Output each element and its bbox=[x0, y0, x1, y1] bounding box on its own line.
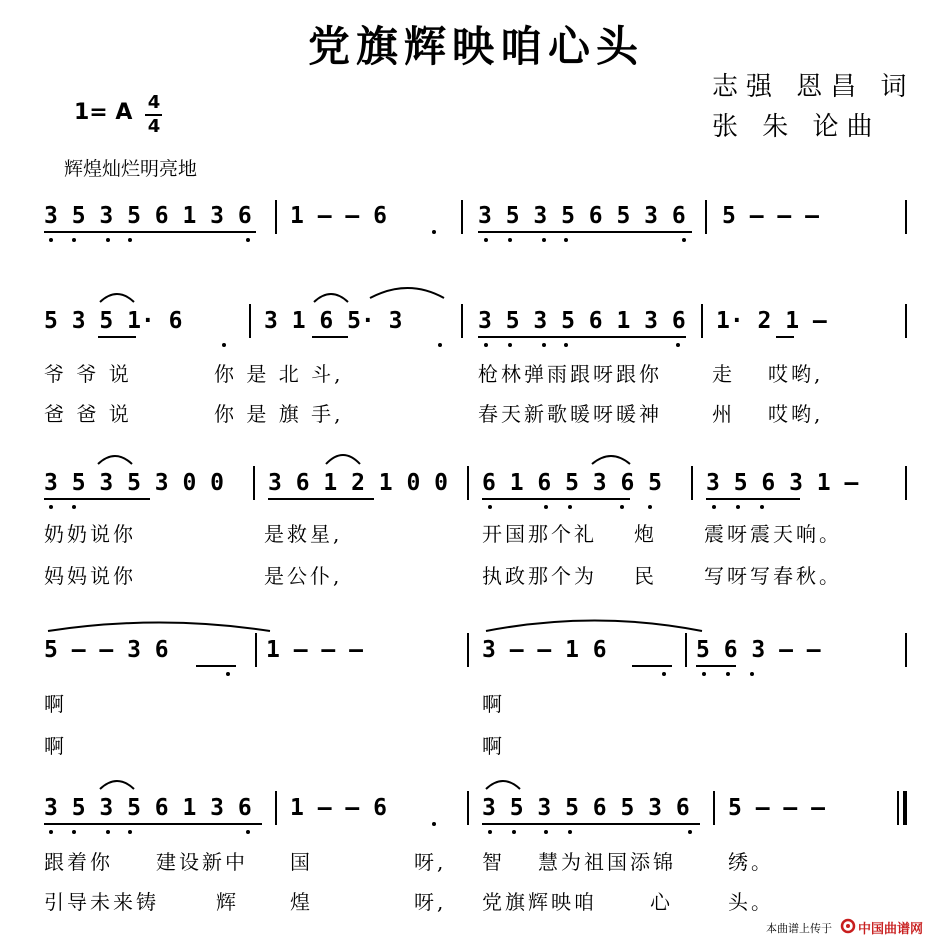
line3-measure4: 3 5 6 3 1 – bbox=[706, 470, 859, 496]
lyric-line5-v2-a: 引导未来铸 bbox=[44, 890, 159, 914]
lyric-line2-v2-d: 州 bbox=[712, 402, 735, 426]
lyric-line4-v1-a: 啊 bbox=[44, 692, 67, 716]
lyric-line3-v1-d: 炮 bbox=[634, 522, 657, 546]
line5-measure3: 3 5 3 5 6 5 3 6 bbox=[482, 795, 690, 821]
lyric-line5-v2-c: 煌 bbox=[290, 890, 313, 914]
lyric-line2-v1-c: 枪林弹雨跟呀跟你 bbox=[478, 362, 662, 386]
lyric-line4-v2-b: 啊 bbox=[482, 734, 505, 758]
composer-credit: 张 朱 论曲 bbox=[712, 112, 881, 142]
lyric-line2-v1-d: 走 bbox=[712, 362, 735, 386]
site-logo-icon bbox=[840, 918, 856, 934]
line3-measure2: 3 6 1 2 1 0 0 bbox=[268, 470, 449, 496]
line5-measure4: 5 – – – bbox=[728, 795, 825, 821]
line1-measure3: 3 5 3 5 6 5 3 6 bbox=[478, 203, 686, 229]
lyric-line3-v2-e: 写呀写春秋。 bbox=[704, 564, 842, 588]
lyric-line4-v1-b: 啊 bbox=[482, 692, 505, 716]
lyric-line5-v2-d: 呀, bbox=[414, 890, 447, 914]
lyric-line4-v2-a: 啊 bbox=[44, 734, 67, 758]
lyric-line5-v2-g: 头。 bbox=[728, 890, 774, 914]
key-signature: 1= A bbox=[74, 100, 133, 125]
lyric-line5-v1-g: 绣。 bbox=[728, 850, 774, 874]
site-logo-text: 中国曲谱网 bbox=[858, 922, 924, 937]
line2-measure2: 3 1 6 5· 3 bbox=[264, 308, 403, 334]
lyric-line2-v1-e: 哎哟, bbox=[768, 362, 824, 386]
song-title: 党旗辉映咱心头 bbox=[307, 22, 644, 71]
lyric-line3-v1-e: 震呀震天响。 bbox=[704, 522, 842, 546]
line4-measure3: 3 – – 1 6 bbox=[482, 637, 607, 663]
line4-measure2: 1 – – – bbox=[266, 637, 363, 663]
lyric-line2-v2-a: 爸 爸 说 bbox=[44, 402, 132, 426]
line4-measure1: 5 – – 3 6 bbox=[44, 637, 169, 663]
line5-measure1: 3 5 3 5 6 1 3 6 bbox=[44, 795, 252, 821]
lyric-line3-v1-a: 奶奶说你 bbox=[44, 522, 136, 546]
lyric-line2-v2-b: 你 是 旗 手, bbox=[214, 402, 344, 426]
lyric-line2-v1-b: 你 是 北 斗, bbox=[214, 362, 344, 386]
tempo-marking: 辉煌灿烂明亮地 bbox=[64, 158, 198, 180]
lyric-line3-v2-b: 是公仆, bbox=[264, 564, 343, 588]
line2-measure3: 3 5 3 5 6 1 3 6 bbox=[478, 308, 686, 334]
lyric-line5-v2-e: 党旗辉映咱 bbox=[482, 890, 597, 914]
lyric-line5-v2-b: 辉 bbox=[216, 890, 239, 914]
time-signature-top: 4 bbox=[147, 92, 161, 113]
line2-measure4: 1· 2 1 – bbox=[716, 308, 827, 334]
lyric-line2-v2-c: 春天新歌暖呀暖神 bbox=[478, 402, 662, 426]
footer-uploaded-text: 本曲谱上传于 bbox=[766, 922, 832, 935]
lyric-line3-v2-d: 民 bbox=[634, 564, 657, 588]
lyric-line5-v1-e: 智 bbox=[482, 850, 505, 874]
lyric-line2-v1-a: 爷 爷 说 bbox=[44, 362, 132, 386]
line1-measure1: 3 5 3 5 6 1 3 6 bbox=[44, 203, 252, 229]
lyric-line5-v1-c: 国 bbox=[290, 850, 313, 874]
lyric-line3-v2-a: 妈妈说你 bbox=[44, 564, 136, 588]
line1-measure4: 5 – – – bbox=[722, 203, 819, 229]
lyric-line2-v2-e: 哎哟, bbox=[768, 402, 824, 426]
lyric-line5-v2-f: 心 bbox=[650, 890, 673, 914]
line1-measure2: 1 – – 6 bbox=[290, 203, 387, 229]
lyric-line5-v1-a: 跟着你 bbox=[44, 850, 113, 874]
lyric-line3-v2-c: 执政那个为 bbox=[482, 564, 597, 588]
time-signature-bottom: 4 bbox=[147, 116, 161, 137]
line5-measure2: 1 – – 6 bbox=[290, 795, 387, 821]
lyric-line3-v1-c: 开国那个礼 bbox=[482, 522, 597, 546]
line3-measure1: 3 5 3 5 3 0 0 bbox=[44, 470, 225, 496]
lyricist-credit: 志强 恩昌 词 bbox=[712, 72, 915, 102]
lyric-line5-v1-d: 呀, bbox=[414, 850, 447, 874]
lyric-line5-v1-f: 慧为祖国添锦 bbox=[538, 850, 676, 874]
line4-measure4: 5 6 3 – – bbox=[696, 637, 821, 663]
lyric-line3-v1-b: 是救星, bbox=[264, 522, 343, 546]
lyric-line5-v1-b: 建设新中 bbox=[156, 850, 248, 874]
line3-measure3: 6 1 6 5 3 6 5 bbox=[482, 470, 663, 496]
line2-measure1: 5 3 5 1· 6 bbox=[44, 308, 183, 334]
